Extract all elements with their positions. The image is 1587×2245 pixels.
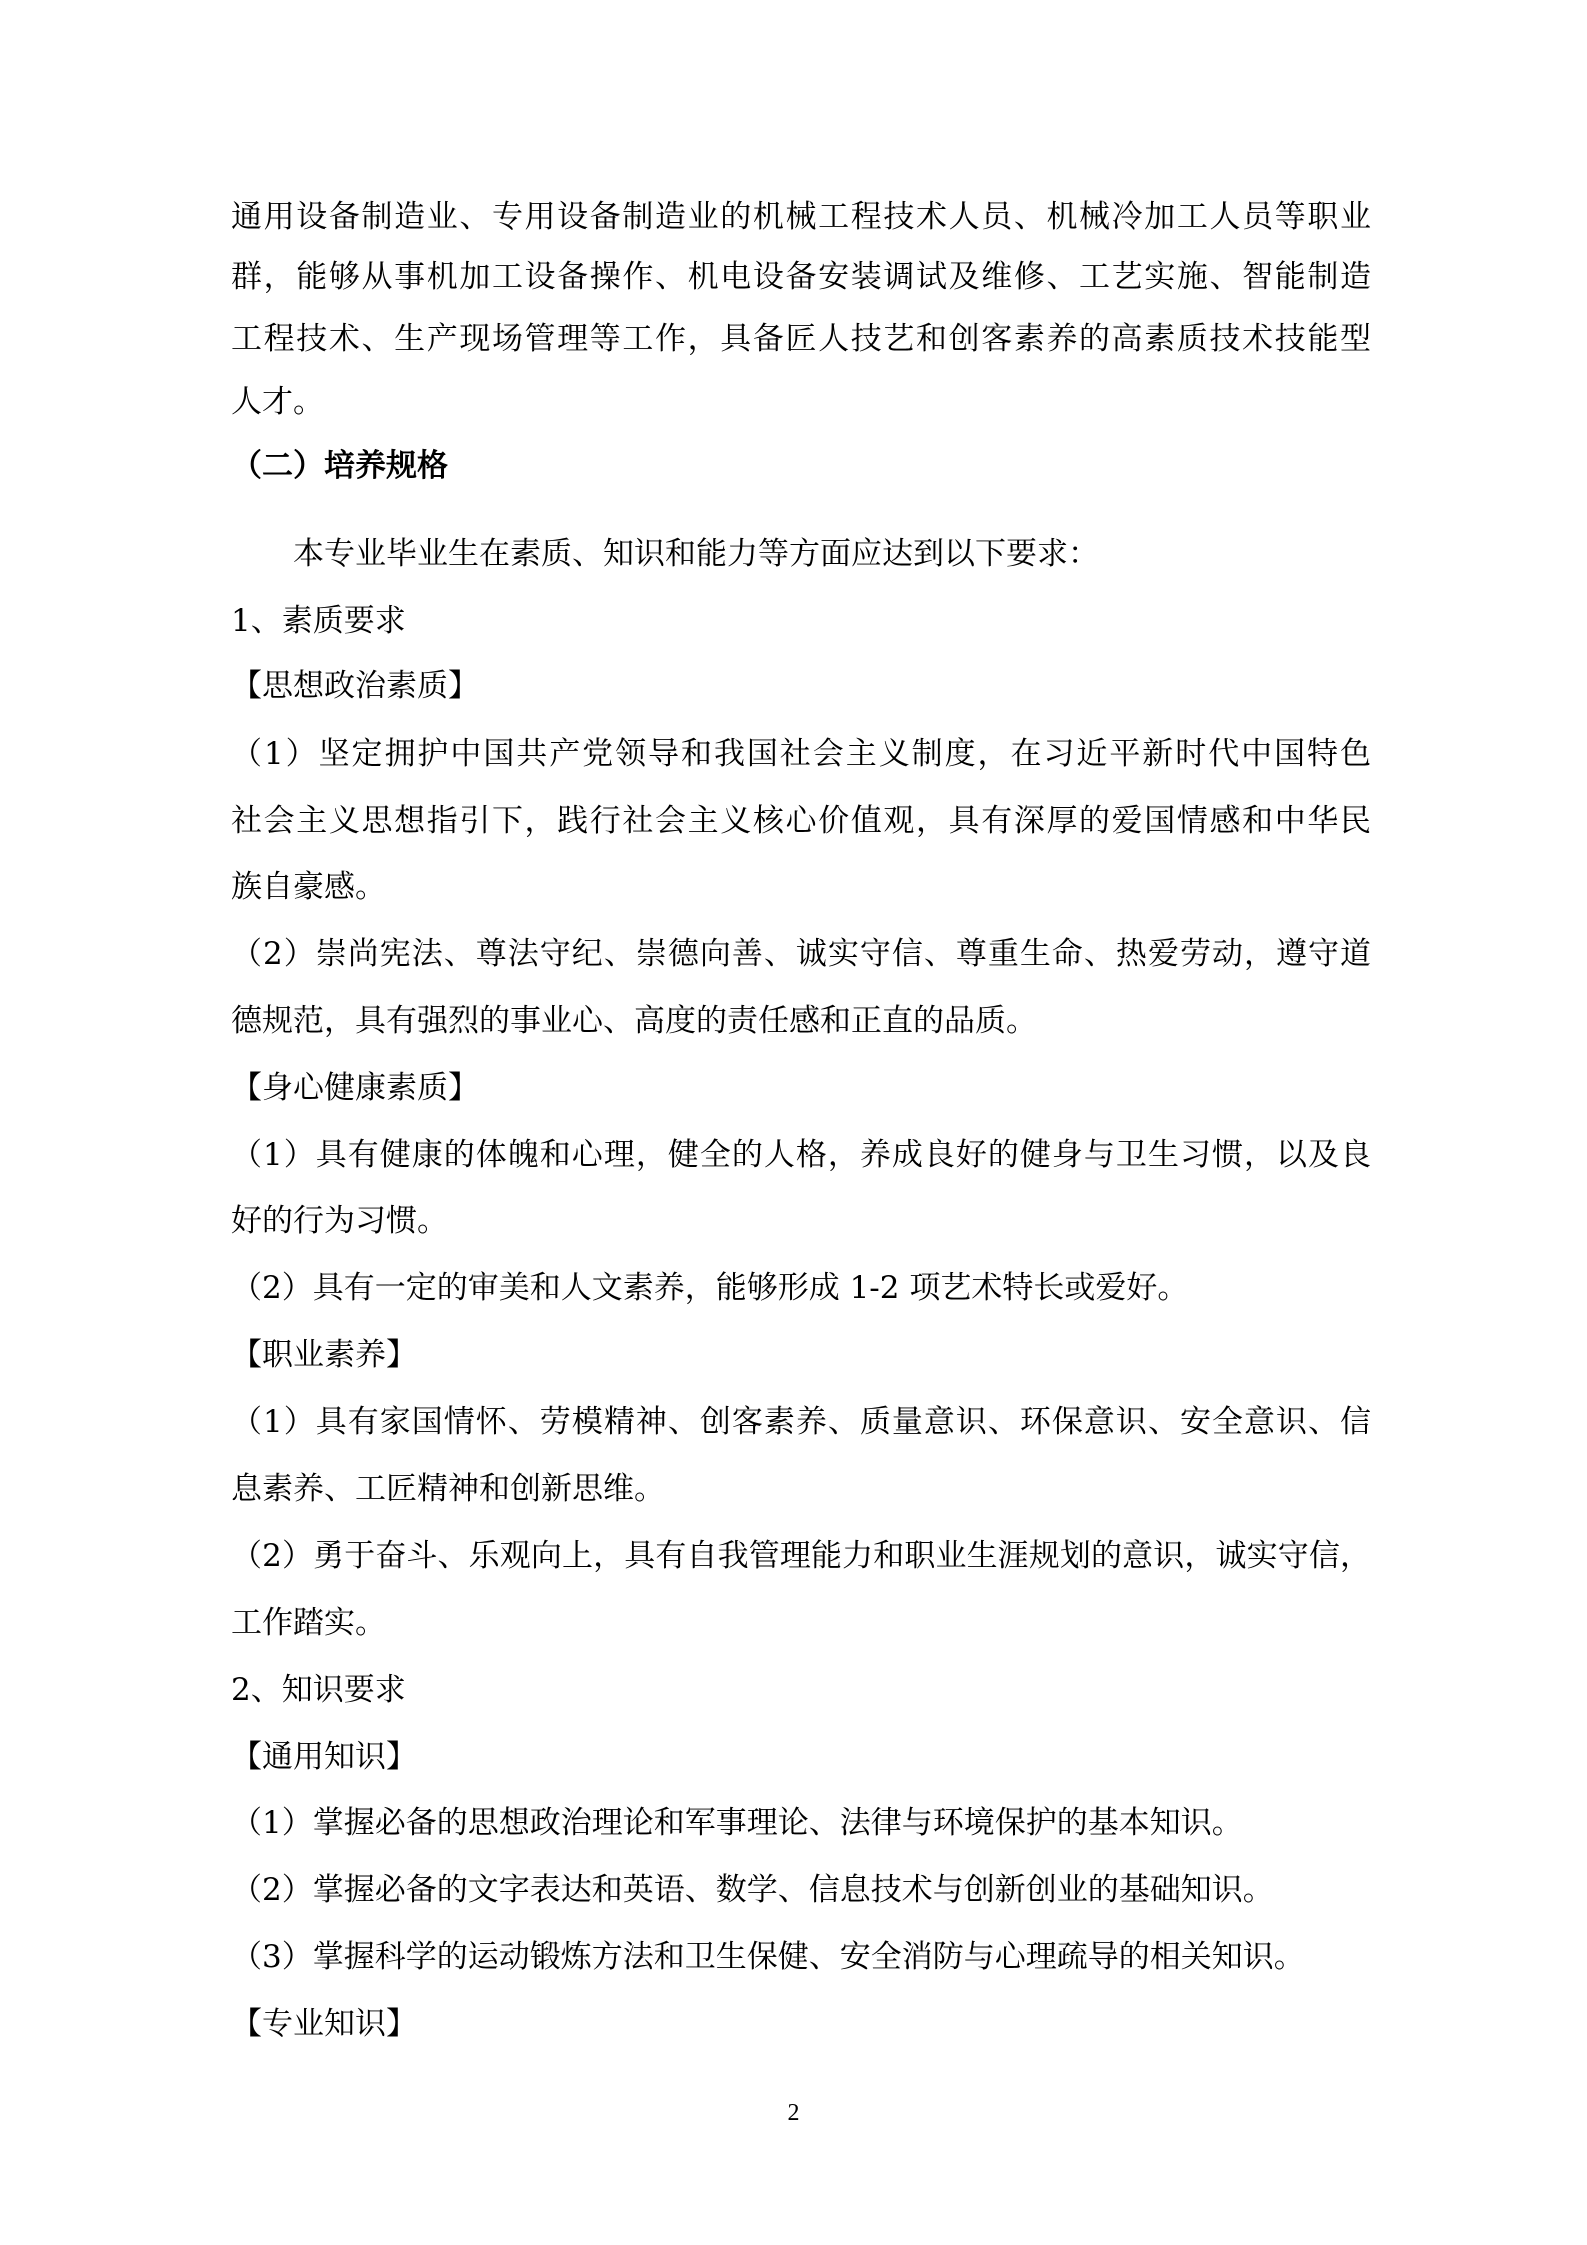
list-item-line: 息素养、工匠精神和创新思维。 xyxy=(231,1471,665,1507)
list-item-line: 好的行为习惯。 xyxy=(231,1203,448,1239)
list-item-line: （1）掌握必备的思想政治理论和军事理论、法律与环境保护的基本知识。 xyxy=(231,1805,1243,1841)
category-heading: 【通用知识】 xyxy=(231,1739,417,1775)
body-text-line: 工程技术、生产现场管理等工作，具备匠人技艺和创客素养的高素质技术技能型 xyxy=(231,321,1371,357)
category-heading: 【思想政治素质】 xyxy=(231,668,479,704)
list-item-line: （1）具有家国情怀、劳模精神、创客素养、质量意识、环保意识、安全意识、信 xyxy=(231,1404,1371,1440)
list-item-line: （2）掌握必备的文字表达和英语、数学、信息技术与创新创业的基础知识。 xyxy=(231,1872,1274,1908)
list-item-line: （1）坚定拥护中国共产党领导和我国社会主义制度，在习近平新时代中国特色 xyxy=(231,736,1371,772)
page-number: 2 xyxy=(787,2100,800,2126)
body-text-line: 人才。 xyxy=(231,384,324,420)
body-text-line: 通用设备制造业、专用设备制造业的机械工程技术人员、机械冷加工人员等职业 xyxy=(231,199,1371,235)
intro-text-line: 本专业毕业生在素质、知识和能力等方面应达到以下要求： xyxy=(293,536,1099,572)
category-heading: 【专业知识】 xyxy=(231,2006,417,2042)
body-text-line: 群，能够从事机加工设备操作、机电设备安装调试及维修、工艺实施、智能制造 xyxy=(231,259,1371,295)
list-item-line: 族自豪感。 xyxy=(231,869,386,905)
list-item-line: （3）掌握科学的运动锻炼方法和卫生保健、安全消防与心理疏导的相关知识。 xyxy=(231,1939,1305,1975)
subsection-heading: 1、素质要求 xyxy=(231,603,406,639)
category-heading: 【职业素养】 xyxy=(231,1337,417,1373)
list-item-line: 德规范，具有强烈的事业心、高度的责任感和正直的品质。 xyxy=(231,1003,1037,1039)
list-item-line: （2）具有一定的审美和人文素养，能够形成 1-2 项艺术特长或爱好。 xyxy=(231,1270,1189,1306)
list-item-line: 社会主义思想指引下，践行社会主义核心价值观，具有深厚的爱国情感和中华民 xyxy=(231,803,1371,839)
list-item-line: （2）勇于奋斗、乐观向上，具有自我管理能力和职业生涯规划的意识，诚实守信， xyxy=(231,1538,1371,1574)
section-heading: （二）培养规格 xyxy=(231,448,448,484)
list-item-line: （1）具有健康的体魄和心理，健全的人格，养成良好的健身与卫生习惯，以及良 xyxy=(231,1137,1371,1173)
list-item-line: 工作踏实。 xyxy=(231,1605,386,1641)
subsection-heading: 2、知识要求 xyxy=(231,1672,406,1708)
category-heading: 【身心健康素质】 xyxy=(231,1070,479,1106)
list-item-line: （2）崇尚宪法、尊法守纪、崇德向善、诚实守信、尊重生命、热爱劳动，遵守道 xyxy=(231,936,1371,972)
